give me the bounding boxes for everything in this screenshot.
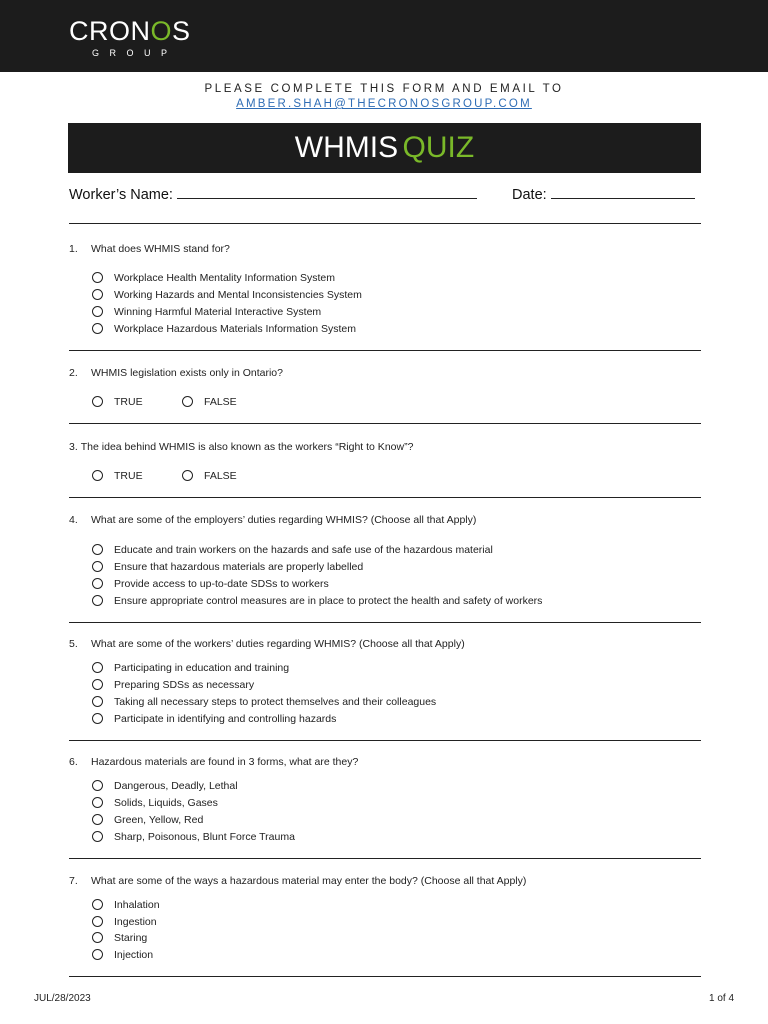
radio-button[interactable]: [92, 916, 103, 927]
answer-label: Workplace Health Mentality Information System: [114, 272, 335, 284]
answer-label: TRUE: [114, 396, 143, 408]
page-number: 1 of 4: [709, 993, 735, 1004]
answer-label: Educate and train workers on the hazards and safe use of the hazardous material: [114, 544, 493, 556]
date-label: Date:: [512, 187, 547, 203]
question-number: 5.: [69, 638, 78, 650]
radio-button[interactable]: [92, 289, 103, 300]
question-number: 7.: [69, 875, 78, 887]
question-number: 2.: [69, 367, 78, 379]
title-whmis: WHMIS: [294, 131, 399, 164]
radio-button[interactable]: [92, 396, 103, 407]
question-3: [69, 441, 413, 453]
radio-button[interactable]: [92, 323, 103, 334]
question-divider: [69, 423, 701, 424]
question-6: [69, 756, 358, 768]
radio-button[interactable]: [92, 561, 103, 572]
answer-label: Green, Yellow, Red: [114, 814, 204, 826]
worker-name-field[interactable]: [69, 187, 477, 203]
radio-button[interactable]: [92, 899, 103, 910]
question-divider: [69, 740, 701, 741]
radio-button[interactable]: [92, 780, 103, 791]
instruction-text: PLEASE COMPLETE THIS FORM AND EMAIL TO: [204, 83, 564, 95]
question-number: 1.: [69, 243, 78, 255]
answer-label: Participate in identifying and controlling hazards: [114, 713, 337, 725]
answer-label: Injection: [114, 949, 154, 961]
radio-button[interactable]: [92, 713, 103, 724]
answer-label: Dangerous, Deadly, Lethal: [114, 780, 238, 792]
worker-name-label: Worker’s Name:: [69, 187, 173, 203]
radio-button[interactable]: [92, 272, 103, 283]
radio-button[interactable]: [92, 696, 103, 707]
question-number: 3.: [69, 441, 78, 453]
cronos-logo: CRONOS GROUP: [69, 16, 191, 58]
question-text: Hazardous materials are found in 3 forms, what are they?: [91, 756, 359, 768]
radio-button[interactable]: [92, 578, 103, 589]
radio-button[interactable]: [182, 470, 193, 481]
question-text: WHMIS legislation exists only in Ontario?: [91, 367, 283, 379]
radio-button[interactable]: [92, 306, 103, 317]
title-quiz: QUIZ: [402, 131, 475, 164]
question-divider: [69, 858, 701, 859]
question-2: [69, 367, 283, 379]
radio-button[interactable]: [92, 595, 103, 606]
worker-name-input[interactable]: [177, 198, 477, 199]
radio-button[interactable]: [92, 831, 103, 842]
question-text: The idea behind WHMIS is also known as the workers “Right to Know”?: [80, 441, 414, 453]
radio-button[interactable]: [92, 814, 103, 825]
date-field[interactable]: [512, 187, 695, 203]
question-divider: [69, 223, 701, 224]
question-divider: [69, 622, 701, 623]
answer-label: Sharp, Poisonous, Blunt Force Trauma: [114, 831, 295, 843]
question-divider: [69, 497, 701, 498]
answer-label: Ensure appropriate control measures are in place to protect the health and safety of workers: [114, 595, 543, 607]
question-7: [69, 875, 526, 887]
radio-button[interactable]: [92, 797, 103, 808]
question-number: 6.: [69, 756, 78, 768]
question-text: What does WHMIS stand for?: [91, 243, 230, 255]
question-number: 4.: [69, 514, 78, 526]
question-4: [69, 514, 476, 526]
radio-button[interactable]: [92, 470, 103, 481]
page-title: [68, 123, 701, 173]
answer-label: Ingestion: [114, 916, 157, 928]
question-divider: [69, 350, 701, 351]
answer-label: TRUE: [114, 470, 143, 482]
radio-button[interactable]: [92, 662, 103, 673]
radio-button[interactable]: [92, 544, 103, 555]
answer-label: Ensure that hazardous materials are properly labelled: [114, 561, 364, 573]
header-bar: [0, 0, 768, 72]
answer-label: Participating in education and training: [114, 662, 290, 674]
footer-date: JUL/28/2023: [34, 993, 91, 1004]
question-5: [69, 638, 465, 650]
question-text: What are some of the employers’ duties regarding WHMIS? (Choose all that Apply): [91, 514, 477, 526]
date-input[interactable]: [551, 198, 695, 199]
radio-button[interactable]: [92, 679, 103, 690]
question-divider: [69, 976, 701, 977]
question-text: What are some of the workers’ duties regarding WHMIS? (Choose all that Apply): [91, 638, 465, 650]
answer-label: Winning Harmful Material Interactive System: [114, 306, 322, 318]
email-link[interactable]: AMBER.SHAH@THECRONOSGROUP.COM: [236, 98, 532, 110]
radio-button[interactable]: [92, 949, 103, 960]
answer-label: FALSE: [204, 470, 237, 482]
answer-label: Staring: [114, 932, 148, 944]
answer-label: Provide access to up-to-date SDSs to workers: [114, 578, 329, 590]
answer-label: Inhalation: [114, 899, 160, 911]
radio-button[interactable]: [92, 932, 103, 943]
question-1: [69, 243, 230, 255]
question-text: What are some of the ways a hazardous material may enter the body? (Choose all that Apply): [91, 875, 527, 887]
radio-button[interactable]: [182, 396, 193, 407]
answer-label: FALSE: [204, 396, 237, 408]
answer-label: Solids, Liquids, Gases: [114, 797, 218, 809]
answer-label: Preparing SDSs as necessary: [114, 679, 255, 691]
answer-label: Working Hazards and Mental Inconsistencies System: [114, 289, 362, 301]
answer-label: Workplace Hazardous Materials Information System: [114, 323, 356, 335]
answer-label: Taking all necessary steps to protect themselves and their colleagues: [114, 696, 437, 708]
